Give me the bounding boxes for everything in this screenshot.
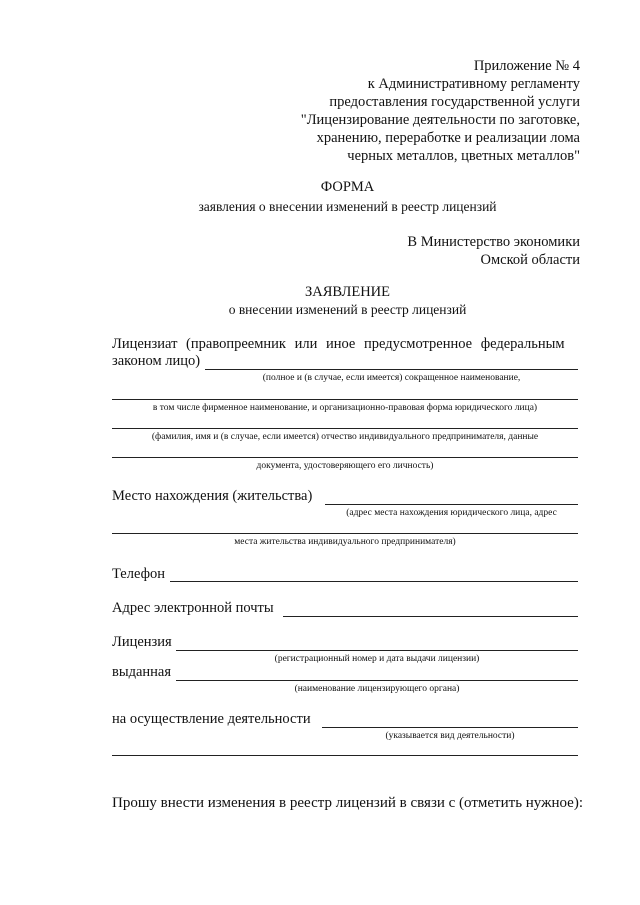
- request-text: Прошу внести изменения в реестр лицензий в связи с (отметить нужное):: [112, 795, 584, 811]
- licensee-name-field-3[interactable]: [112, 428, 578, 429]
- addressee-line-1: В Министерство экономики: [407, 234, 580, 250]
- form-title: ФОРМА: [320, 179, 375, 195]
- appendix-line-2: к Административному регламенту: [367, 76, 580, 92]
- location-field[interactable]: [325, 504, 578, 505]
- licensee-name-field[interactable]: [205, 369, 578, 370]
- location-caption-2: места жительства индивидуального предпринимателя): [234, 537, 456, 547]
- licensee-label-line-1: Лицензиат (правопреемник или иное предусмотренное федеральным: [112, 336, 565, 352]
- licensee-caption-1: (полное и (в случае, если имеется) сокращенное наименование,: [262, 373, 521, 383]
- activity-field[interactable]: [322, 727, 578, 728]
- appendix-line-5: хранению, переработке и реализации лома: [316, 130, 580, 146]
- addressee-line-2: Омской области: [480, 252, 580, 268]
- activity-field-2[interactable]: [112, 755, 578, 756]
- licensee-name-field-4[interactable]: [112, 457, 578, 458]
- email-field[interactable]: [283, 616, 578, 617]
- licensee-caption-3: (фамилия, имя и (в случае, если имеется) отчество индивидуального предпринимателя, данные: [151, 432, 539, 442]
- activity-caption: (указывается вид деятельности): [385, 731, 515, 741]
- appendix-line-1: Приложение № 4: [473, 58, 580, 74]
- phone-field[interactable]: [170, 581, 578, 582]
- statement-subtitle: о внесении изменений в реестр лицензий: [228, 302, 467, 317]
- licensee-name-field-2[interactable]: [112, 399, 578, 400]
- licensee-caption-2: в том числе фирменное наименование, и организационно-правовая форма юридического лица): [152, 403, 538, 413]
- email-label: Адрес электронной почты: [112, 600, 274, 616]
- appendix-line-3: предоставления государственной услуги: [329, 94, 580, 110]
- statement-title: ЗАЯВЛЕНИЕ: [304, 284, 391, 300]
- location-label: Место нахождения (жительства): [112, 488, 313, 504]
- activity-label: на осуществление деятельности: [112, 711, 311, 727]
- appendix-line-4: "Лицензирование деятельности по заготовке,: [300, 112, 580, 128]
- location-caption-1: (адрес места нахождения юридического лица, адрес: [346, 508, 557, 518]
- phone-label: Телефон: [112, 566, 165, 582]
- license-label: Лицензия: [112, 634, 172, 650]
- issued-by-field[interactable]: [176, 680, 578, 681]
- licensee-label-line-2: законом лицо): [112, 353, 201, 369]
- licensee-caption-4: документа, удостоверяющего его личность): [256, 461, 434, 471]
- location-field-2[interactable]: [112, 533, 578, 534]
- appendix-line-6: черных металлов, цветных металлов": [347, 148, 580, 164]
- issued-by-caption: (наименование лицензирующего органа): [294, 684, 460, 694]
- form-subtitle: заявления о внесении изменений в реестр лицензий: [198, 199, 497, 214]
- license-caption: (регистрационный номер и дата выдачи лицензии): [274, 654, 480, 664]
- license-field[interactable]: [176, 650, 578, 651]
- issued-by-label: выданная: [112, 664, 172, 680]
